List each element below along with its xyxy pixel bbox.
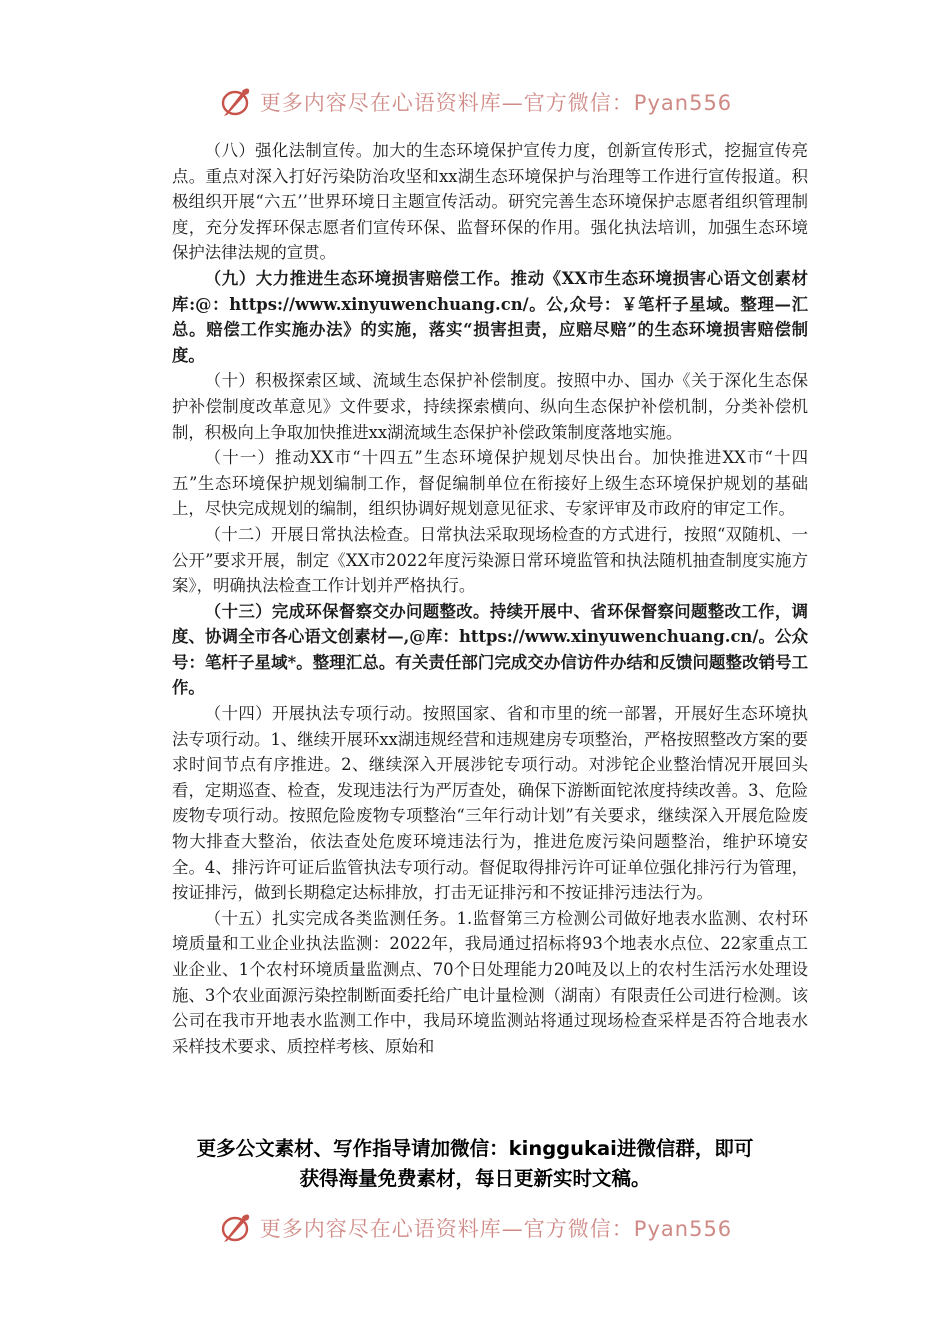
paragraph-9: （九）大力推进生态环境损害赔偿工作。推动《XX市生态环境损害心语文创素材库:@：https://www.xinyuwenchuang.cn/。公,众号：￥笔杆子星域。整理—汇总。赔偿工作实施办法》的实施，落实“损害担责，应赔尽赔”的生态环境损害赔偿制度。 — [172, 268, 808, 365]
header-banner — [0, 80, 950, 124]
paragraph-11: （十一）推动XX市“十四五”生态环境保护规划尽快出台。加快推进XX市“十四五”生态环境保护规划编制工作，督促编制单位在衔接好上级生态环境保护规划的基础上，尽快完成规划的编制，组织协调好规划意见征求、专家评审及市政府的审定工作。 — [172, 448, 808, 519]
paragraph-14: （十四）开展执法专项行动。按照国家、省和市里的统一部署，开展好生态环境执法专项行动。1、继续开展环xx湖违规经营和违规建房专项整治，严格按照整改方案的要求时间节点有序推进。2、继续深入开展涉铊专项行动。对涉铊企业整治情况开展回头看，定期巡查、检查，发现违法行为严厉查处，确保下游断面铊浓度持续改善。3、危险废物专项行动。按照危险废物专项整治“三年行动计划”有关要求，继续深入开展危险废物大排查大整治，依法查处危废环境违法行为，推进危废污染问题整治，维护环境安全。4、排污许可证后监管执法专项行动。督促取得排污许可证单位强化排污行为管理，按证排污，做到长期稳定达标排放，打击无证排污和不按证排污违法行为。 — [172, 704, 808, 903]
quill-pen-circle-icon — [218, 1211, 252, 1245]
promo-notice — [0, 1134, 950, 1194]
paragraph-10: （十）积极探索区域、流域生态保护补偿制度。按照中办、国办《关于深化生态保护补偿制度改革意见》文件要求，持续探索横向、纵向生态保护补偿机制，分类补偿机制，积极向上争取加快推进xx湖流域生态保护补偿政策制度落地实施。 — [172, 371, 808, 442]
quill-pen-circle-icon — [218, 85, 252, 119]
promo-line-1: 更多公文素材、写作指导请加微信：kinggukai进微信群，即可 — [196, 1137, 754, 1160]
document-body — [172, 138, 808, 1059]
header-slogan: 更多内容尽在心语资料库—官方微信：Pyan556 — [259, 91, 733, 115]
paragraph-8: （八）强化法制宣传。加大的生态环境保护宣传力度，创新宣传形式，挖掘宣传亮点。重点对深入打好污染防治攻坚和xx湖生态环境保护与治理等工作进行宣传报道。积极组织开展“六五’’世界环境日主题宣传活动。研究完善生态环境保护志愿者组织管理制度，充分发挥环保志愿者们宣传环保、监督环保的作用。强化执法培训，加强生态环境保护法律法规的宣贯。 — [172, 141, 808, 263]
paragraph-13: （十三）完成环保督察交办问题整改。持续开展中、省环保督察问题整改工作，调度、协调全市各心语文创素材—,@库：https://www.xinyuwenchuang.cn/。公众号：笔杆子星域*。整理汇总。有关责任部门完成交办信访件办结和反馈问题整改销号工作。 — [172, 601, 808, 698]
paragraph-15: （十五）扎实完成各类监测任务。1.监督第三方检测公司做好地表水监测、农村环境质量和工业企业执法监测：2022年，我局通过招标将93个地表水点位、22家重点工业企业、1个农村环境质量监测点、70个日处理能力20吨及以上的农村生活污水处理设施、3个农业面源污染控制断面委托给广电计量检测（湖南）有限责任公司进行检测。该公司在我市开地表水监测工作中，我局环境监测站将通过现场检查采样是否符合地表水采样技术要求、质控样考核、原始和 — [172, 908, 808, 1056]
footer-banner — [0, 1206, 950, 1250]
footer-slogan: 更多内容尽在心语资料库—官方微信：Pyan556 — [259, 1217, 733, 1241]
promo-line-2: 获得海量免费素材，每日更新实时文稿。 — [299, 1167, 651, 1190]
paragraph-12: （十二）开展日常执法检查。日常执法采取现场检查的方式进行，按照“双随机、一公开”要求开展，制定《XX市2022年度污染源日常环境监管和执法随机抽查制度实施方案》，明确执法检查工作计划并严格执行。 — [172, 524, 808, 596]
